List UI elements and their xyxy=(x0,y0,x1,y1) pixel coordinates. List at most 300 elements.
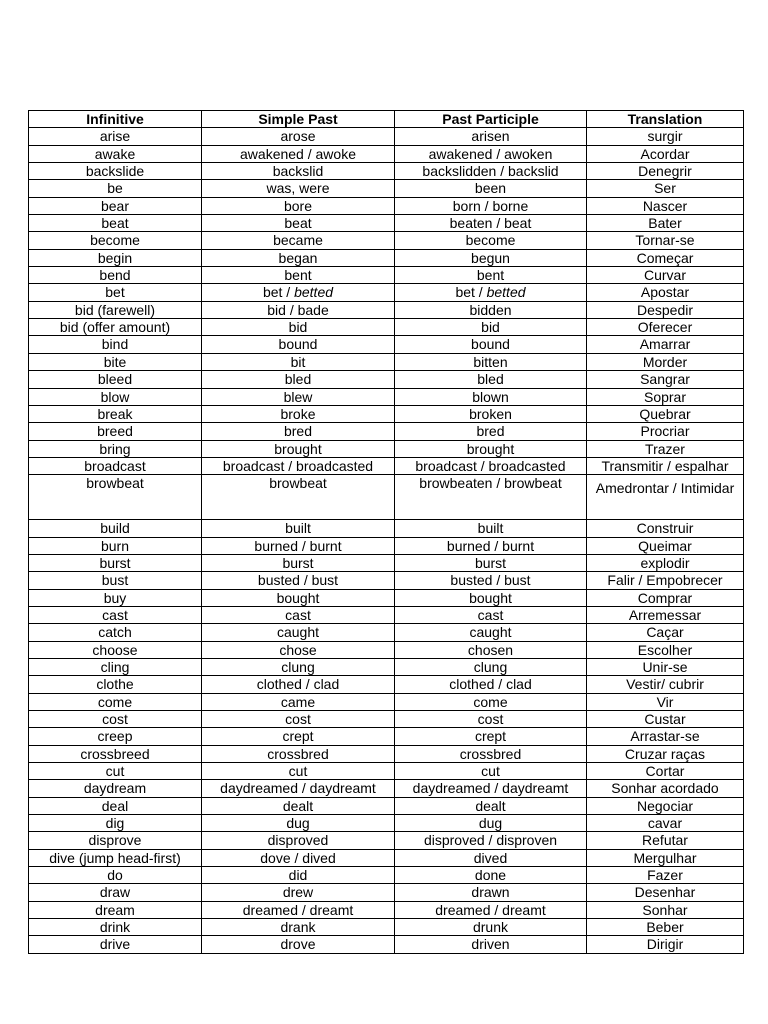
cell-translation xyxy=(587,180,744,197)
cell-past-participle xyxy=(395,215,587,232)
cell-infinitive-text: dive (jump head-first) xyxy=(49,849,181,866)
cell-past-participle xyxy=(395,797,587,814)
cell-past-participle-text: clothed / clad xyxy=(449,676,532,693)
table-row xyxy=(29,780,744,797)
cell-translation xyxy=(587,336,744,353)
cell-translation xyxy=(587,658,744,675)
cell-translation xyxy=(587,728,744,745)
cell-simple-past xyxy=(202,815,395,832)
table-row xyxy=(29,145,744,162)
cell-infinitive-text: arise xyxy=(99,128,131,145)
cell-simple-past xyxy=(202,693,395,710)
cell-infinitive-text: clothe xyxy=(96,676,134,693)
cell-simple-past xyxy=(202,388,395,405)
cell-past-participle xyxy=(395,745,587,762)
table-row xyxy=(29,388,744,405)
cell-simple-past xyxy=(202,901,395,918)
cell-infinitive xyxy=(29,537,202,554)
cell-infinitive xyxy=(29,475,202,520)
cell-infinitive xyxy=(29,641,202,658)
cell-infinitive xyxy=(29,457,202,474)
cell-simple-past-text: clothed / clad xyxy=(256,676,340,693)
cell-simple-past-text: dealt xyxy=(282,797,314,814)
cell-simple-past-text: broke xyxy=(280,405,316,422)
cell-past-participle xyxy=(395,728,587,745)
cell-infinitive xyxy=(29,388,202,405)
cell-simple-past-text: bent xyxy=(284,267,312,284)
cell-translation xyxy=(587,301,744,318)
cell-translation-text: Amedrontar / Intimidar xyxy=(595,480,735,497)
cell-translation xyxy=(587,440,744,457)
cell-infinitive xyxy=(29,624,202,641)
cell-infinitive xyxy=(29,267,202,284)
cell-translation-text: Unir-se xyxy=(642,658,688,675)
table-row xyxy=(29,423,744,440)
cell-translation-text: Cruzar raças xyxy=(624,745,706,762)
cell-infinitive-text: bet xyxy=(105,284,125,301)
cell-translation-text: Refutar xyxy=(642,832,688,849)
cell-translation-text: Beber xyxy=(646,919,684,936)
cell-simple-past xyxy=(202,163,395,180)
table-row xyxy=(29,215,744,232)
cell-simple-past-text: cut xyxy=(288,763,308,780)
table-row xyxy=(29,284,744,301)
cell-past-participle xyxy=(395,624,587,641)
cell-translation-text: Tornar-se xyxy=(635,232,695,249)
cell-past-participle xyxy=(395,606,587,623)
cell-past-participle-variant: betted xyxy=(486,284,526,301)
cell-infinitive-text: drive xyxy=(99,936,131,953)
cell-simple-past xyxy=(202,797,395,814)
cell-past-participle-text: burned / burnt xyxy=(446,537,535,554)
cell-infinitive-text: become xyxy=(90,232,140,249)
cell-simple-past-text: bound xyxy=(278,336,318,353)
table-row xyxy=(29,832,744,849)
cell-translation-text: Comprar xyxy=(637,589,693,606)
table-row xyxy=(29,624,744,641)
cell-translation xyxy=(587,919,744,936)
cell-translation-text: Começar xyxy=(636,249,694,266)
cell-translation xyxy=(587,936,744,953)
cell-translation xyxy=(587,537,744,554)
cell-infinitive-text: blow xyxy=(100,388,130,405)
table-row xyxy=(29,641,744,658)
cell-translation xyxy=(587,249,744,266)
cell-translation-text: Denegrir xyxy=(638,163,692,180)
cell-infinitive-text: broadcast xyxy=(84,457,146,474)
cell-infinitive xyxy=(29,319,202,336)
cell-infinitive xyxy=(29,405,202,422)
cell-translation-text: Caçar xyxy=(646,624,684,641)
cell-infinitive xyxy=(29,232,202,249)
cell-infinitive-text: daydream xyxy=(83,780,147,797)
cell-translation xyxy=(587,520,744,537)
table-row xyxy=(29,197,744,214)
cell-simple-past-text: did xyxy=(288,867,308,884)
cell-past-participle-text: crossbred xyxy=(459,745,522,762)
cell-translation xyxy=(587,267,744,284)
cell-past-participle xyxy=(395,405,587,422)
cell-translation xyxy=(587,849,744,866)
cell-infinitive xyxy=(29,128,202,145)
cell-simple-past xyxy=(202,676,395,693)
cell-simple-past xyxy=(202,267,395,284)
cell-infinitive-text: cling xyxy=(100,658,130,675)
cell-translation xyxy=(587,197,744,214)
cell-past-participle xyxy=(395,676,587,693)
cell-infinitive-text: bind xyxy=(101,336,129,353)
cell-simple-past xyxy=(202,145,395,162)
cell-infinitive-text: buy xyxy=(103,589,127,606)
cell-infinitive xyxy=(29,589,202,606)
cell-translation-text: Custar xyxy=(644,711,686,727)
cell-translation-text: surgir xyxy=(647,128,683,145)
cell-translation-text: Mergulhar xyxy=(633,849,697,866)
table-row xyxy=(29,572,744,589)
cell-simple-past-text: drove xyxy=(280,936,316,953)
cell-past-participle xyxy=(395,867,587,884)
table-row xyxy=(29,815,744,832)
cell-simple-past-text: drew xyxy=(282,884,314,901)
cell-translation-text: Arremessar xyxy=(628,606,702,623)
cell-simple-past-text: began xyxy=(278,249,318,266)
cell-infinitive-text: draw xyxy=(99,884,131,901)
cell-infinitive xyxy=(29,745,202,762)
cell-infinitive-text: begin xyxy=(97,249,133,266)
cell-simple-past-text: crept xyxy=(282,728,314,745)
header-infinitive: Infinitive xyxy=(29,111,202,128)
cell-infinitive-text: dream xyxy=(95,901,135,918)
cell-past-participle xyxy=(395,763,587,780)
cell-infinitive xyxy=(29,423,202,440)
cell-past-participle-text: dealt xyxy=(475,797,506,814)
cell-infinitive-text: do xyxy=(107,867,123,884)
cell-infinitive xyxy=(29,676,202,693)
cell-past-participle-text: busted / bust xyxy=(450,572,531,589)
cell-infinitive xyxy=(29,353,202,370)
cell-infinitive-text: drink xyxy=(99,919,131,936)
cell-infinitive-text: come xyxy=(97,693,133,710)
cell-simple-past xyxy=(202,763,395,780)
cell-past-participle xyxy=(395,711,587,728)
cell-infinitive xyxy=(29,197,202,214)
cell-infinitive-text: bid (farewell) xyxy=(74,301,156,318)
cell-simple-past-text: built xyxy=(285,520,311,537)
table-row xyxy=(29,728,744,745)
cell-past-participle xyxy=(395,537,587,554)
cell-past-participle xyxy=(395,589,587,606)
cell-simple-past-text: dreamed / dreamt xyxy=(242,901,354,918)
cell-past-participle xyxy=(395,249,587,266)
cell-translation-text: Amarrar xyxy=(639,336,691,353)
cell-simple-past xyxy=(202,884,395,901)
cell-translation xyxy=(587,572,744,589)
cell-simple-past-text: beat xyxy=(284,215,312,232)
cell-past-participle xyxy=(395,520,587,537)
cell-infinitive xyxy=(29,936,202,953)
cell-translation-text: Desenhar xyxy=(634,884,696,901)
cell-infinitive xyxy=(29,554,202,571)
cell-simple-past-text: clung xyxy=(281,658,315,675)
cell-past-participle-text: been xyxy=(474,180,507,197)
cell-past-participle xyxy=(395,849,587,866)
cell-past-participle xyxy=(395,163,587,180)
cell-translation xyxy=(587,780,744,797)
cell-simple-past xyxy=(202,301,395,318)
cell-past-participle xyxy=(395,554,587,571)
cell-translation xyxy=(587,405,744,422)
cell-infinitive xyxy=(29,163,202,180)
cell-past-participle-text: brought xyxy=(466,440,515,457)
table-row xyxy=(29,606,744,623)
cell-infinitive-text: bite xyxy=(103,353,127,370)
cell-translation xyxy=(587,867,744,884)
cell-translation xyxy=(587,554,744,571)
cell-infinitive-text: bear xyxy=(100,197,130,214)
cell-simple-past xyxy=(202,658,395,675)
cell-infinitive-text: break xyxy=(97,405,133,422)
cell-simple-past-text: drank xyxy=(280,919,316,936)
cell-simple-past xyxy=(202,867,395,884)
cell-infinitive-text: cost xyxy=(102,711,128,727)
cell-infinitive xyxy=(29,371,202,388)
cell-simple-past xyxy=(202,197,395,214)
cell-translation-text: Morder xyxy=(642,353,688,370)
table-row xyxy=(29,405,744,422)
cell-past-participle xyxy=(395,780,587,797)
cell-infinitive-text: browbeat xyxy=(86,475,144,492)
cell-simple-past-text: cost xyxy=(285,711,311,727)
cell-past-participle xyxy=(395,145,587,162)
cell-past-participle-text: dug xyxy=(478,815,503,832)
cell-past-participle xyxy=(395,658,587,675)
cell-past-participle-text: daydreamed / daydreamt xyxy=(412,780,569,797)
cell-infinitive-text: cast xyxy=(102,606,128,623)
cell-infinitive-text: bust xyxy=(101,572,129,589)
cell-simple-past-text: bid xyxy=(288,319,308,336)
cell-translation-text: cavar xyxy=(647,815,683,832)
table-row xyxy=(29,249,744,266)
table-row xyxy=(29,267,744,284)
cell-translation xyxy=(587,284,744,301)
cell-infinitive-text: bend xyxy=(99,267,131,284)
cell-simple-past-text: bid / bade xyxy=(267,301,329,318)
table-row xyxy=(29,711,744,728)
cell-translation xyxy=(587,606,744,623)
cell-translation-text: Falir / Empobrecer xyxy=(607,572,723,589)
cell-translation-text: Construir xyxy=(636,520,694,537)
cell-simple-past-text: browbeat xyxy=(269,475,327,492)
cell-simple-past-text: bought xyxy=(276,589,320,606)
cell-past-participle xyxy=(395,267,587,284)
cell-simple-past-text: caught xyxy=(276,624,320,641)
cell-past-participle xyxy=(395,832,587,849)
cell-infinitive xyxy=(29,693,202,710)
table-row xyxy=(29,936,744,953)
cell-past-participle xyxy=(395,284,587,301)
cell-past-participle-text: bled xyxy=(477,371,504,388)
cell-infinitive-text: burn xyxy=(100,537,130,554)
cell-infinitive xyxy=(29,797,202,814)
cell-translation-text: Fazer xyxy=(647,867,683,884)
cell-past-participle xyxy=(395,336,587,353)
cell-past-participle-text: cast xyxy=(477,606,504,623)
cell-translation xyxy=(587,711,744,728)
cell-infinitive xyxy=(29,180,202,197)
cell-translation-text: Trazer xyxy=(645,440,685,457)
cell-infinitive xyxy=(29,145,202,162)
cell-simple-past-text: dove / dived xyxy=(260,849,336,866)
cell-simple-past xyxy=(202,475,395,520)
cell-translation xyxy=(587,128,744,145)
cell-past-participle-text: browbeaten / browbeat xyxy=(419,475,562,492)
cell-translation xyxy=(587,693,744,710)
cell-translation xyxy=(587,676,744,693)
table-row xyxy=(29,180,744,197)
cell-past-participle-text: bound xyxy=(471,336,510,353)
cell-translation xyxy=(587,388,744,405)
cell-translation xyxy=(587,901,744,918)
cell-past-participle xyxy=(395,440,587,457)
cell-simple-past xyxy=(202,440,395,457)
cell-translation-text: Arrastar-se xyxy=(630,728,700,745)
table-row xyxy=(29,884,744,901)
cell-translation xyxy=(587,163,744,180)
cell-translation-text: Despedir xyxy=(636,301,694,318)
cell-simple-past-text: burned / burnt xyxy=(254,537,342,554)
cell-simple-past-text: awakened / awoke xyxy=(240,145,356,162)
cell-past-participle xyxy=(395,128,587,145)
table-row xyxy=(29,676,744,693)
cell-infinitive-text: catch xyxy=(98,624,132,641)
cell-simple-past xyxy=(202,180,395,197)
cell-translation-text: Escolher xyxy=(637,641,693,658)
cell-simple-past-text: brought xyxy=(274,440,322,457)
cell-translation xyxy=(587,215,744,232)
irregular-verbs-table xyxy=(28,110,744,954)
cell-translation-text: Apostar xyxy=(640,284,690,301)
cell-translation-text: Sonhar acordado xyxy=(611,780,719,797)
cell-past-participle xyxy=(395,353,587,370)
cell-infinitive xyxy=(29,284,202,301)
cell-simple-past xyxy=(202,745,395,762)
cell-infinitive xyxy=(29,711,202,728)
cell-simple-past xyxy=(202,284,395,301)
cell-past-participle-text: done xyxy=(474,867,507,884)
cell-past-participle-text: bet / xyxy=(455,284,487,301)
table-row xyxy=(29,901,744,918)
cell-translation-text: Oferecer xyxy=(637,319,693,336)
table-row xyxy=(29,867,744,884)
cell-past-participle-text: blown xyxy=(472,388,509,405)
cell-simple-past-text: was, were xyxy=(266,180,330,197)
cell-past-participle xyxy=(395,884,587,901)
cell-infinitive xyxy=(29,849,202,866)
cell-past-participle xyxy=(395,693,587,710)
cell-translation-text: Procriar xyxy=(640,423,690,440)
table-row xyxy=(29,475,744,520)
cell-simple-past-text: bit xyxy=(290,353,306,370)
cell-past-participle-text: bred xyxy=(476,423,505,440)
cell-simple-past-text: disproved xyxy=(267,832,329,849)
cell-simple-past-text: arose xyxy=(280,128,316,145)
cell-infinitive-text: cut xyxy=(105,763,125,780)
cell-past-participle-text: disproved / disproven xyxy=(423,832,558,849)
cell-simple-past-text: bet / xyxy=(262,284,295,301)
cell-infinitive xyxy=(29,249,202,266)
cell-infinitive-text: awake xyxy=(94,145,136,162)
table-row xyxy=(29,128,744,145)
cell-infinitive-text: bleed xyxy=(97,371,133,388)
cell-past-participle xyxy=(395,301,587,318)
cell-translation-text: Cortar xyxy=(645,763,685,780)
cell-past-participle-text: awakened / awoken xyxy=(428,145,553,162)
cell-translation-text: Acordar xyxy=(640,145,690,162)
table-row xyxy=(29,763,744,780)
cell-translation-text: Nascer xyxy=(642,197,688,214)
cell-translation-text: Dirigir xyxy=(646,936,684,953)
cell-infinitive xyxy=(29,728,202,745)
cell-infinitive xyxy=(29,572,202,589)
table-row xyxy=(29,849,744,866)
cell-simple-past xyxy=(202,215,395,232)
header-translation: Translation xyxy=(587,111,744,128)
table-row xyxy=(29,554,744,571)
cell-translation-text: Quebrar xyxy=(639,405,691,422)
cell-simple-past-text: cast xyxy=(285,606,311,623)
cell-past-participle xyxy=(395,388,587,405)
cell-infinitive-text: beat xyxy=(101,215,129,232)
cell-translation xyxy=(587,423,744,440)
cell-past-participle-text: driven xyxy=(471,936,510,953)
cell-simple-past xyxy=(202,624,395,641)
table-row xyxy=(29,520,744,537)
cell-translation-text: Negociar xyxy=(636,797,694,814)
cell-past-participle xyxy=(395,815,587,832)
cell-translation xyxy=(587,624,744,641)
cell-past-participle-text: chosen xyxy=(467,641,514,658)
cell-translation xyxy=(587,589,744,606)
table-body xyxy=(29,128,744,953)
cell-simple-past xyxy=(202,371,395,388)
cell-translation xyxy=(587,832,744,849)
cell-past-participle-text: dived xyxy=(473,849,508,866)
header-past-participle: Past Participle xyxy=(395,111,587,128)
cell-simple-past-text: came xyxy=(280,693,316,710)
cell-translation xyxy=(587,641,744,658)
cell-past-participle xyxy=(395,475,587,520)
cell-translation xyxy=(587,797,744,814)
cell-past-participle-text: drawn xyxy=(471,884,510,901)
cell-translation xyxy=(587,353,744,370)
cell-simple-past-text: chose xyxy=(279,641,317,658)
cell-infinitive-text: breed xyxy=(97,423,133,440)
cell-simple-past-text: dug xyxy=(286,815,310,832)
cell-simple-past xyxy=(202,537,395,554)
cell-past-participle-text: beaten / beat xyxy=(449,215,532,232)
table-row xyxy=(29,163,744,180)
cell-infinitive xyxy=(29,520,202,537)
cell-infinitive-text: disprove xyxy=(88,832,142,849)
cell-simple-past-text: blew xyxy=(283,388,313,405)
table-row xyxy=(29,440,744,457)
table-row xyxy=(29,919,744,936)
cell-past-participle-text: drunk xyxy=(472,919,509,936)
cell-past-participle xyxy=(395,572,587,589)
cell-past-participle-text: broadcast / broadcasted xyxy=(415,457,566,474)
cell-past-participle xyxy=(395,919,587,936)
cell-simple-past-text: broadcast / broadcasted xyxy=(222,457,374,474)
